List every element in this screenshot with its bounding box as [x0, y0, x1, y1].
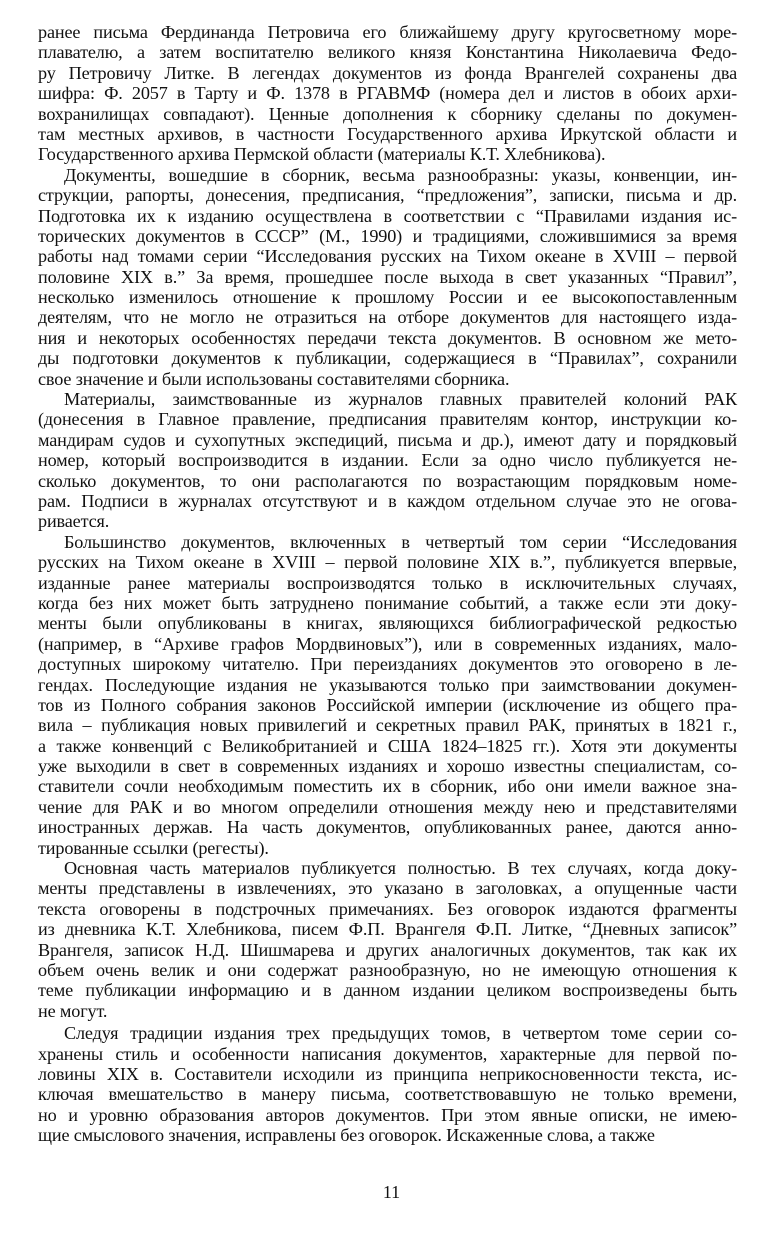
text-line: мандирам судов и сухопутных экспедиций, письма и др.), имеют дату и порядковый [38, 429, 737, 450]
text-line: Документы, вошедшие в сборник, весьма разнообразны: указы, конвенции, ин- [64, 164, 737, 185]
text-line: несколько изменилось отношение к прошлому России и ее высокопоставленным [38, 287, 737, 308]
text-line: ру Петровичу Литке. В легендах документов из фонда Врангелей сохранены два [38, 62, 737, 83]
paragraph [38, 165, 737, 389]
text-line: а также конвенций с Великобританией и США 1824–1825 гг.). Хотя эти документы [38, 735, 737, 756]
paragraph [38, 22, 737, 165]
text-line: менты были опубликованы в книгах, являющихся библиографической редкостью [38, 613, 737, 634]
text-line: торических документов в СССР” (М., 1990) и традициями, сложившимися за время [38, 225, 737, 246]
text-line: гендах. Последующие издания не указываются только при заимствовании докумен- [38, 674, 737, 695]
text-line: Государственного архива Пермской области (материалы К.Т. Хлебникова). [38, 144, 606, 165]
paragraph [38, 532, 737, 858]
text-line: доступных широкому читателю. При переизданиях документов это оговорено в ле- [38, 654, 737, 675]
text-line: Материалы, заимствованные из журналов главных правителей колоний РАК [64, 389, 737, 410]
text-line: Врангеля, записок Н.Д. Шишмарева и других аналогичных документов, так как их [38, 939, 737, 960]
text-line: работы над томами серии “Исследования русских на Тихом океане в XVIII – первой [38, 246, 737, 267]
document-page-body [38, 22, 737, 1145]
text-line: половине XIX в.” За время, прошедшее после выхода в свет указанных “Правил”, [38, 266, 737, 287]
text-line: но и уровню образования авторов документов. При этом явные описки, не имею- [38, 1104, 737, 1125]
text-line: Большинство документов, включенных в четвертый том серии “Исследования [64, 531, 737, 552]
text-line: шифра: Ф. 2057 в Тарту и Ф. 1378 в РГАВМФ (номера дел и листов в обоих архи- [38, 83, 737, 104]
paragraph [38, 858, 737, 1021]
text-line: рам. Подписи в журналах отсутствуют и в каждом отдельном случае это не огова- [38, 490, 737, 511]
text-line: не могут. [38, 1000, 108, 1021]
text-line: изданные ранее материалы воспроизводятся только в исключительных случаях, [38, 572, 737, 593]
text-line: щие смыслового значения, исправлены без оговорок. Искаженные слова, а также [38, 1125, 655, 1146]
text-line: деятелям, что не могло не отразиться на отборе документов для настоящего изда- [38, 307, 737, 328]
text-line: русских на Тихом океане в XVIII – первой половине XIX в.”, публикуется впервые, [38, 552, 737, 573]
text-line: ключая вмешательство в манеру письма, соответствовавшую не только времени, [38, 1084, 737, 1105]
page-number: 11 [382, 1182, 401, 1202]
text-line: номер, который воспроизводится в издании. Если за одно число публикуется не- [38, 450, 737, 471]
text-line: плавателю, а затем воспитателю великого князя Константина Николаевича Федо- [38, 42, 737, 63]
text-line: там местных архивов, в частности Государственного архива Иркутской области и [38, 123, 737, 144]
text-line: ранее письма Фердинанда Петровича его ближайшему другу кругосветному море- [38, 22, 737, 42]
text-line: (донесения в Главное правление, предписания правителям контор, инструкции ко- [38, 409, 737, 430]
text-line: из дневника К.Т. Хлебникова, писем Ф.П. Врангеля Ф.П. Литке, “Дневных записок” [38, 919, 737, 940]
text-line: Подготовка их к изданию осуществлена в соответствии с “Правилами издания ис- [38, 205, 737, 226]
text-line: чение для РАК и во многом определили отношения между нею и представителями [38, 796, 737, 817]
text-line: Основная часть материалов публикуется полностью. В тех случаях, когда доку- [64, 858, 737, 879]
text-line: тированные ссылки (регесты). [38, 837, 269, 858]
text-line: ставители сочли необходимым поместить их в сборник, ибо они имели важное зна- [38, 776, 737, 797]
text-line: свое значение и были использованы составителями сборника. [38, 368, 510, 389]
text-line: ды подготовки документов к публикации, содержащиеся в “Правилах”, сохранили [38, 348, 737, 369]
text-line: объем очень велик и они содержат разнообразную, но не имеющую отношения к [38, 959, 737, 980]
text-line: сколько документов, то они располагаются по возрастающим порядковым номе- [38, 470, 737, 491]
text-line: ния и некоторых особенностях передачи текста документов. В основном же мето- [38, 327, 737, 348]
text-line: ривается. [38, 511, 110, 532]
text-line: хранены стиль и особенности написания документов, характерные для первой по- [38, 1043, 737, 1064]
text-line: теме публикации информацию и в данном издании целиком воспроизведены быть [38, 980, 737, 1001]
text-line: иностранных держав. На часть документов, опубликованных ранее, даются анно- [38, 817, 737, 838]
text-line: уже выходили в свет в современных изданиях и хорошо известны специалистам, со- [38, 756, 737, 777]
text-line: тов из Полного собрания законов Российской империи (исключение из общего пра- [38, 694, 737, 715]
text-line: менты представлены в извлечениях, это указано в заголовках, а опущенные части [38, 878, 737, 899]
text-line: Следуя традиции издания трех предыдущих томов, в четвертом томе серии со- [64, 1023, 737, 1044]
text-line: (например, в “Архиве графов Мордвиновых”), или в современных изданиях, мало- [38, 633, 737, 654]
text-line: струкции, рапорты, донесения, предписания, “предложения”, записки, письма и др. [38, 185, 737, 206]
text-line: вила – публикация новых привилегий и секретных правил РАК, принятых в 1821 г., [38, 715, 737, 736]
paragraph [38, 389, 737, 532]
text-line: текста оговорены в подстрочных примечаниях. Без оговорок издаются фрагменты [38, 898, 737, 919]
text-line: вохранилищах совпадают). Ценные дополнения к сборнику сделаны по докумен- [38, 103, 737, 124]
paragraph [38, 1023, 737, 1145]
text-line: когда без них может быть затруднено понимание событий, а также если эти доку- [38, 592, 737, 613]
text-line: ловины XIX в. Составители исходили из принципа неприкосновенности текста, ис- [38, 1063, 737, 1084]
